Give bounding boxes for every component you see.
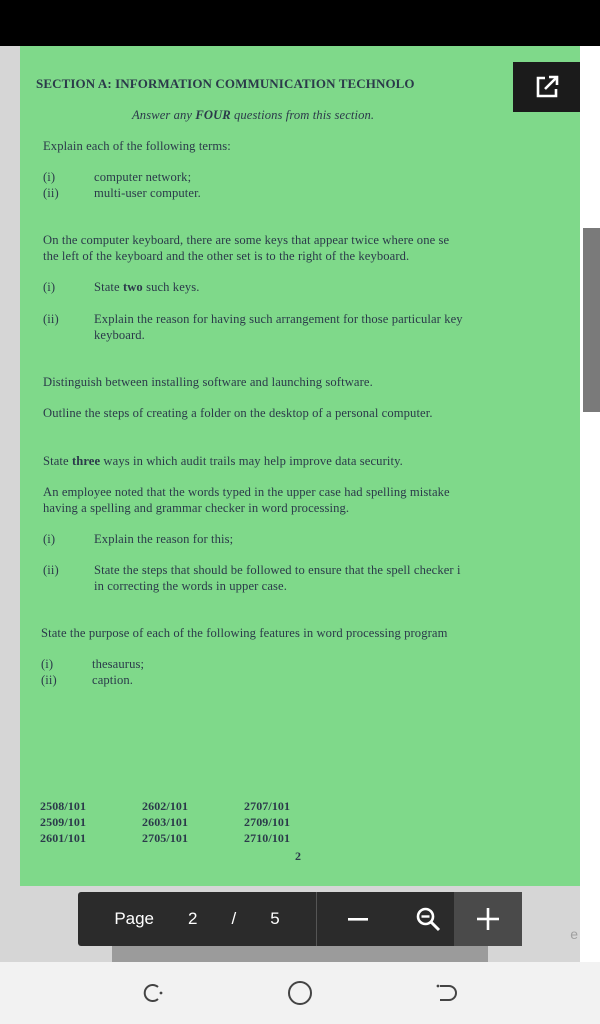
plus-icon [476, 907, 500, 931]
q2-line2: the left of the keyboard and the other set is to the right of the keyboard. [43, 249, 410, 263]
q6-ii-line2: in correcting the words in upper case. [94, 579, 287, 593]
system-nav-bar [0, 962, 600, 1024]
q2-ii-line1: Explain the reason for having such arrangement for those particular key [94, 312, 463, 326]
open-external-icon [532, 72, 562, 102]
total-pages: 5 [270, 909, 280, 928]
section-header: SECTION A: INFORMATION COMMUNICATION TECHNOLO [36, 76, 415, 91]
zoom-out-button[interactable] [322, 892, 394, 946]
q1-intro: Explain each of the following terms: [43, 139, 231, 153]
paper-code: 2705/101 [142, 831, 189, 845]
q7-intro: State the purpose of each of the following features in word processing program [41, 626, 448, 640]
q7-item-text: thesaurus; [92, 657, 145, 671]
q2-line1: On the computer keyboard, there are some keys that appear twice where one se [43, 233, 450, 247]
pdf-toolbar [78, 892, 522, 946]
paper-code: 2601/101 [40, 831, 87, 845]
q2-i-text: State two such keys. [94, 280, 200, 294]
magnifier-icon [415, 906, 441, 932]
recent-apps-button[interactable] [122, 962, 182, 1024]
q6-line2: having a spelling and grammar checker in word processing. [43, 501, 350, 515]
q5-text: State three ways in which audit trails may help improve data security. [43, 454, 403, 468]
scrollbar-thumb[interactable] [583, 228, 600, 412]
paper-code: 2509/101 [40, 815, 87, 829]
recent-apps-icon [138, 981, 166, 1005]
q4-text: Outline the steps of creating a folder on the desktop of a personal computer. [43, 406, 433, 420]
current-page: 2 [188, 909, 198, 928]
home-icon [286, 979, 314, 1007]
page-number: 2 [295, 849, 302, 863]
home-button[interactable] [270, 962, 330, 1024]
pdf-viewer[interactable] [0, 46, 600, 962]
zoom-button[interactable] [394, 892, 462, 946]
q6-ii-num: (ii) [43, 563, 59, 577]
q6-line1: An employee noted that the words typed in the upper case had spelling mistake [43, 485, 450, 499]
paper-code: 2603/101 [142, 815, 189, 829]
q6-ii-line1: State the steps that should be followed to ensure that the spell checker i [94, 563, 461, 577]
q6-i-num: (i) [43, 532, 56, 546]
q7-item-num: (i) [41, 657, 54, 671]
status-bar [0, 0, 600, 46]
page-label: Page [114, 909, 155, 928]
q2-ii-num: (ii) [43, 312, 59, 326]
back-button[interactable] [416, 962, 476, 1024]
toolbar-divider [316, 892, 317, 946]
q6-i-text: Explain the reason for this; [94, 532, 234, 546]
page-indicator[interactable] [78, 892, 316, 946]
paper-code: 2709/101 [244, 815, 291, 829]
q7-item-num: (ii) [41, 673, 57, 687]
back-icon [432, 981, 460, 1005]
paper-code: 2602/101 [142, 799, 189, 813]
document-page [20, 46, 580, 886]
corner-glyph: e [570, 926, 578, 942]
zoom-in-button[interactable] [454, 892, 522, 946]
q1-item-text: computer network; [94, 170, 192, 184]
q2-ii-line2: keyboard. [94, 328, 145, 342]
horizontal-scroll-indicator [112, 946, 488, 962]
paper-code: 2710/101 [244, 831, 291, 845]
minus-icon [347, 908, 369, 930]
q1-item-text: multi-user computer. [94, 186, 201, 200]
page-separator: / [231, 909, 237, 928]
scrollbar-track[interactable] [580, 46, 600, 962]
open-external-button[interactable] [513, 62, 581, 112]
instruction-text: Answer any FOUR questions from this section. [132, 108, 375, 122]
q1-item-num: (i) [43, 170, 56, 184]
q3-text: Distinguish between installing software and launching software. [43, 375, 373, 389]
q7-item-text: caption. [92, 673, 134, 687]
q2-i-num: (i) [43, 280, 56, 294]
q1-item-num: (ii) [43, 186, 59, 200]
paper-code: 2707/101 [244, 799, 291, 813]
paper-code: 2508/101 [40, 799, 87, 813]
